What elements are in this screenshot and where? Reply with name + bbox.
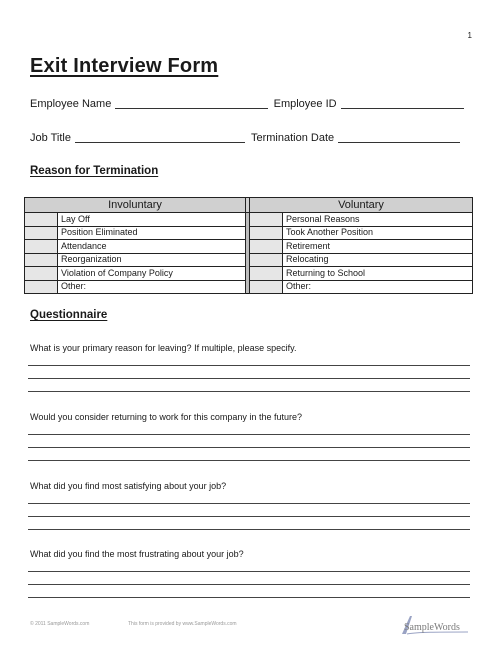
questionnaire-heading: Questionnaire — [30, 309, 108, 321]
answer-line[interactable] — [28, 391, 470, 392]
footer-copyright: © 2011 SampleWords.com — [30, 621, 90, 627]
voluntary-checkbox[interactable] — [250, 213, 283, 227]
involuntary-reason: Violation of Company Policy — [58, 267, 246, 281]
answer-line[interactable] — [28, 378, 470, 379]
involuntary-checkbox[interactable] — [25, 267, 58, 281]
voluntary-reason: Took Another Position — [283, 226, 473, 240]
reason-row — [25, 240, 473, 254]
involuntary-reason: Lay Off — [58, 213, 246, 227]
question-text: Would you consider returning to work for this company in the future? — [30, 412, 302, 422]
employee-name-field[interactable] — [115, 97, 267, 109]
answer-line[interactable] — [28, 460, 470, 461]
voluntary-reason: Other: — [283, 280, 473, 294]
involuntary-reason: Position Eliminated — [58, 226, 246, 240]
involuntary-reason: Other: — [58, 280, 246, 294]
voluntary-checkbox[interactable] — [250, 280, 283, 294]
voluntary-header: Voluntary — [250, 198, 473, 213]
logo-text: SampleWords — [404, 622, 460, 633]
job-row — [30, 131, 470, 144]
employee-name-label: Employee Name — [30, 98, 112, 110]
answer-line[interactable] — [28, 597, 470, 598]
voluntary-reason: Retirement — [283, 240, 473, 254]
involuntary-checkbox[interactable] — [25, 213, 58, 227]
reason-heading: Reason for Termination — [30, 165, 159, 177]
reason-row — [25, 253, 473, 267]
termination-date-label: Termination Date — [250, 132, 335, 144]
involuntary-reason: Attendance — [58, 240, 246, 254]
question-text: What did you find most satisfying about your job? — [30, 481, 227, 491]
voluntary-checkbox[interactable] — [250, 267, 283, 281]
question-text: What is your primary reason for leaving? If multiple, please specify. — [30, 343, 297, 353]
answer-line[interactable] — [28, 503, 470, 504]
job-title-field[interactable] — [75, 131, 245, 143]
involuntary-checkbox[interactable] — [25, 240, 58, 254]
voluntary-checkbox[interactable] — [250, 240, 283, 254]
voluntary-reason: Returning to School — [283, 267, 473, 281]
employee-id-field[interactable] — [341, 97, 464, 109]
answer-line[interactable] — [28, 529, 470, 530]
voluntary-reason: Personal Reasons — [283, 213, 473, 227]
page-number: 1 — [467, 31, 472, 40]
termination-reason-table — [24, 197, 473, 294]
answer-line[interactable] — [28, 516, 470, 517]
reason-row — [25, 280, 473, 294]
reason-row — [25, 213, 473, 227]
footer-provided-by: This form is provided by www.SampleWords.com — [128, 621, 237, 627]
employee-row — [30, 97, 470, 110]
involuntary-checkbox[interactable] — [25, 226, 58, 240]
voluntary-reason: Relocating — [283, 253, 473, 267]
question-text: What did you find the most frustrating about your job? — [30, 549, 244, 559]
reason-row — [25, 226, 473, 240]
answer-line[interactable] — [28, 584, 470, 585]
voluntary-checkbox[interactable] — [250, 253, 283, 267]
answer-line[interactable] — [28, 571, 470, 572]
job-title-label: Job Title — [30, 132, 71, 144]
involuntary-checkbox[interactable] — [25, 280, 58, 294]
involuntary-header: Involuntary — [25, 198, 246, 213]
answer-line[interactable] — [28, 434, 470, 435]
involuntary-checkbox[interactable] — [25, 253, 58, 267]
employee-id-label: Employee ID — [273, 98, 337, 110]
form-title: Exit Interview Form — [30, 55, 219, 77]
involuntary-reason: Reorganization — [58, 253, 246, 267]
answer-line[interactable] — [28, 447, 470, 448]
reason-row — [25, 267, 473, 281]
voluntary-checkbox[interactable] — [250, 226, 283, 240]
answer-line[interactable] — [28, 365, 470, 366]
termination-date-field[interactable] — [338, 131, 460, 143]
